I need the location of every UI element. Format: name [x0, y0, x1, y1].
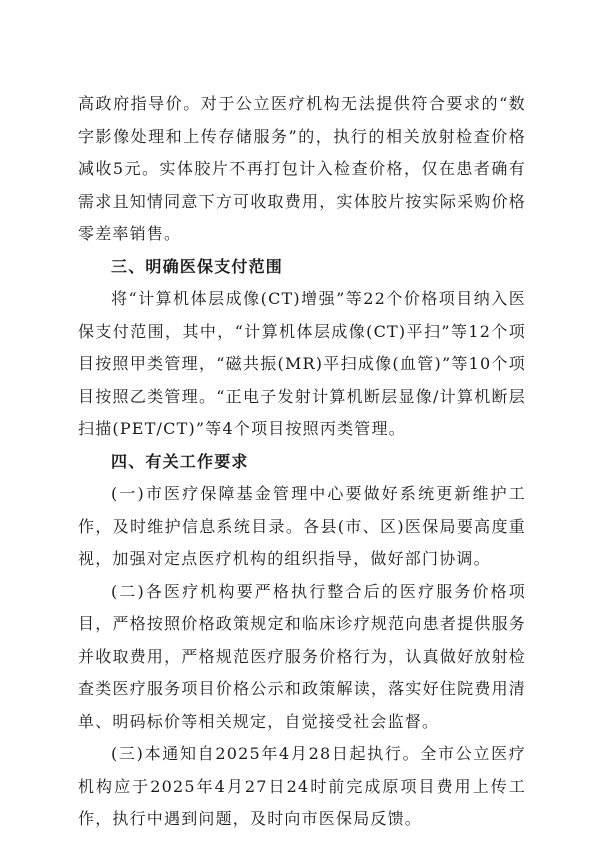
paragraph-requirement-1: (一)市医疗保障基金管理中心要做好系统更新维护工作，及时维护信息系统目录。各县(市、区)医保局要高度重视，加强对定点医疗机构的组织指导，做好部门协调。 [78, 484, 526, 568]
paragraph-insurance-scope: 将“计算机体层成像(CT)增强”等22个价格项目纳入医保支付范围，其中，“计算机体层成像(CT)平扫”等12个项目按照甲类管理，“磁共振(MR)平扫成像(血管)”等10个项目按照乙类管理。“正电子发射计算机断层显像/计算机断层扫描(PET/CT)”等4个项目按照丙类管理。 [78, 289, 526, 438]
paragraph-requirement-2: (二)各医疗机构要严格执行整合后的医疗服务价格项目，严格按照价格政策规定和临床诊疗规范向患者提供服务并收取费用，严格规范医疗服务价格行为，认真做好放射检查类医疗服务项目价格公示和政策解读，落实好住院费用清单、明码标价等相关规定，自觉接受社会监督。 [78, 581, 526, 731]
document-page [78, 88, 526, 836]
section-heading-4: 四、有关工作要求 [111, 451, 249, 471]
section-heading-3: 三、明确医保支付范围 [111, 256, 284, 276]
paragraph-intro: 高政府指导价。对于公立医疗机构无法提供符合要求的“数字影像处理和上传存储服务”的，执行的相关放射检查价格减收5元。实体胶片不再打包计入检查价格，仅在患者确有需求且知情同意下方可收取费用，实体胶片按实际采购价格零差率销售。 [78, 94, 526, 243]
paragraph-requirement-3: (三)本通知自2025年4月28日起执行。全市公立医疗机构应于2025年4月27日24时前完成原项目费用上传工作，执行中遇到问题，及时向市医保局反馈。 [78, 744, 526, 828]
